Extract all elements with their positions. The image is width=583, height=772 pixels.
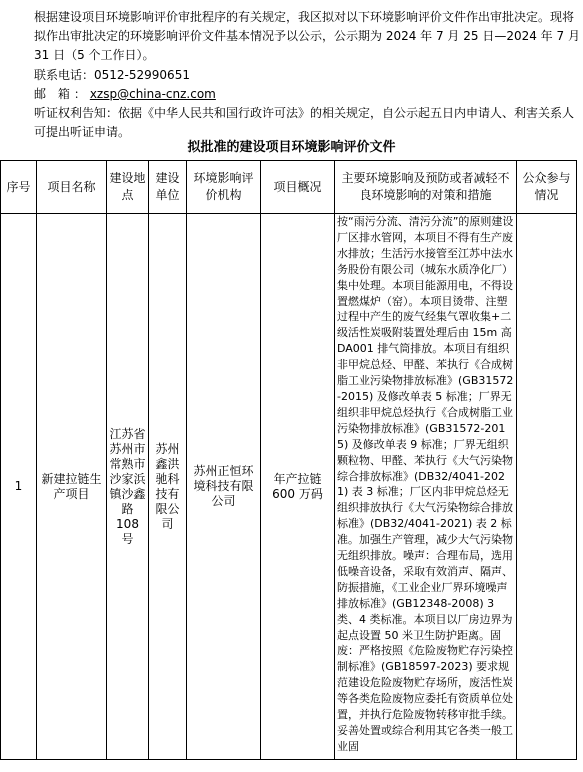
cell-eia-agency: 苏州正恒环境科技有限公司 (187, 214, 261, 760)
header-overview: 项目概况 (261, 161, 335, 214)
hearing-notice: 听证权利告知：依据《中华人民共和国行政许可法》的相关规定，自公示起五日内申请人、利害关系人可提出听证申请。 (34, 106, 575, 140)
cell-overview: 年产拉链 600 万码 (261, 214, 335, 760)
cell-location: 江苏省苏州市常熟市沙家浜镇沙鑫路 108 号 (107, 214, 149, 760)
header-measures: 主要环境影响及预防或者减轻不良环境影响的对策和措施 (335, 161, 517, 214)
header-location: 建设地点 (107, 161, 149, 214)
eia-table (0, 160, 577, 760)
phone-number: 0512-52990651 (94, 67, 190, 82)
intro-paragraph: 根据建设项目环境影响评价审批程序的有关规定，我区拟对以下环境影响评价文件作出审批决定。现将拟作出审批决定的环境影响评价文件基本情况予以公示，公示期为 2024 年 7 月 25 日—2024 年 7 月 31 日（5 个工作日）。 (34, 10, 580, 63)
cell-seq: 1 (1, 214, 37, 760)
cell-name: 新建拉链生产项目 (37, 214, 107, 760)
measures-text: 按“雨污分流、清污分流”的原则建设厂区排水管网，本项目不得有生产废水排放；生活污水接管至江苏中法水务股份有限公司（城东水质净化厂）集中处理。本项目能源用电，不得设置燃煤炉（窑）。本项目烫带、注塑过程中产生的废气经集气罩收集+二级活性炭吸附装置处理后由 15m 高 DA001 排气筒排放。本项目有组织非甲烷总烃、甲醛、苯执行《合成树脂工业污染物排放标准》(GB31572-2015) 及修改单表 5 标准；厂界无组织非甲烷总烃执行《合成树脂工业污染物排放标准》(GB31572-2015) 及修改单表 9 标准；厂界无组织颗粒物、甲醛、苯执行《大气污染物综合排放标准》(DB32/4041-2021) 表 3 标准；厂区内非甲烷总烃无组织排放执行《大气污染物综合排放标准》(DB32/4041-2021) 表 2 标准。加强生产管理，减少大气污染物无组织排放。噪声：合理布局，选用低噪音设备，采取有效消声、隔声、防振措施，《工业企业厂界环境噪声排放标准》(GB12348-2008) 3 类、4 类标准。本项目以厂房边界为起点设置 50 米卫生防护距离。固废：严格按照《危险废物贮存污染控制标准》(GB18597-2023) 要求规范建设危险废物贮存场所，废活性炭等各类危险废物应委托有资质单位处置，并执行危险废物转移审批手续。妥善处置或综合利用其它各类一般工业固 (337, 215, 514, 753)
header-eia-agency: 环境影响评价机构 (187, 161, 261, 214)
header-builder: 建设单位 (149, 161, 187, 214)
contact-email (0, 85, 583, 104)
announcement-intro (0, 8, 583, 142)
table-header-row (1, 161, 577, 214)
email-label: 邮 箱： (34, 86, 90, 101)
table-row (1, 214, 577, 760)
phone-label: 联系电话： (34, 67, 95, 82)
header-public: 公众参与情况 (517, 161, 577, 214)
contact-phone (0, 66, 583, 85)
email-link[interactable]: xzsp@china-cnz.com (89, 86, 216, 101)
header-name: 项目名称 (37, 161, 107, 214)
cell-measures (335, 214, 517, 760)
cell-builder: 苏州鑫洪驰科技有限公司 (149, 214, 187, 760)
table-title: 拟批准的建设项目环境影响评价文件 (187, 140, 396, 155)
cell-public (517, 214, 577, 760)
header-seq: 序号 (1, 161, 37, 214)
